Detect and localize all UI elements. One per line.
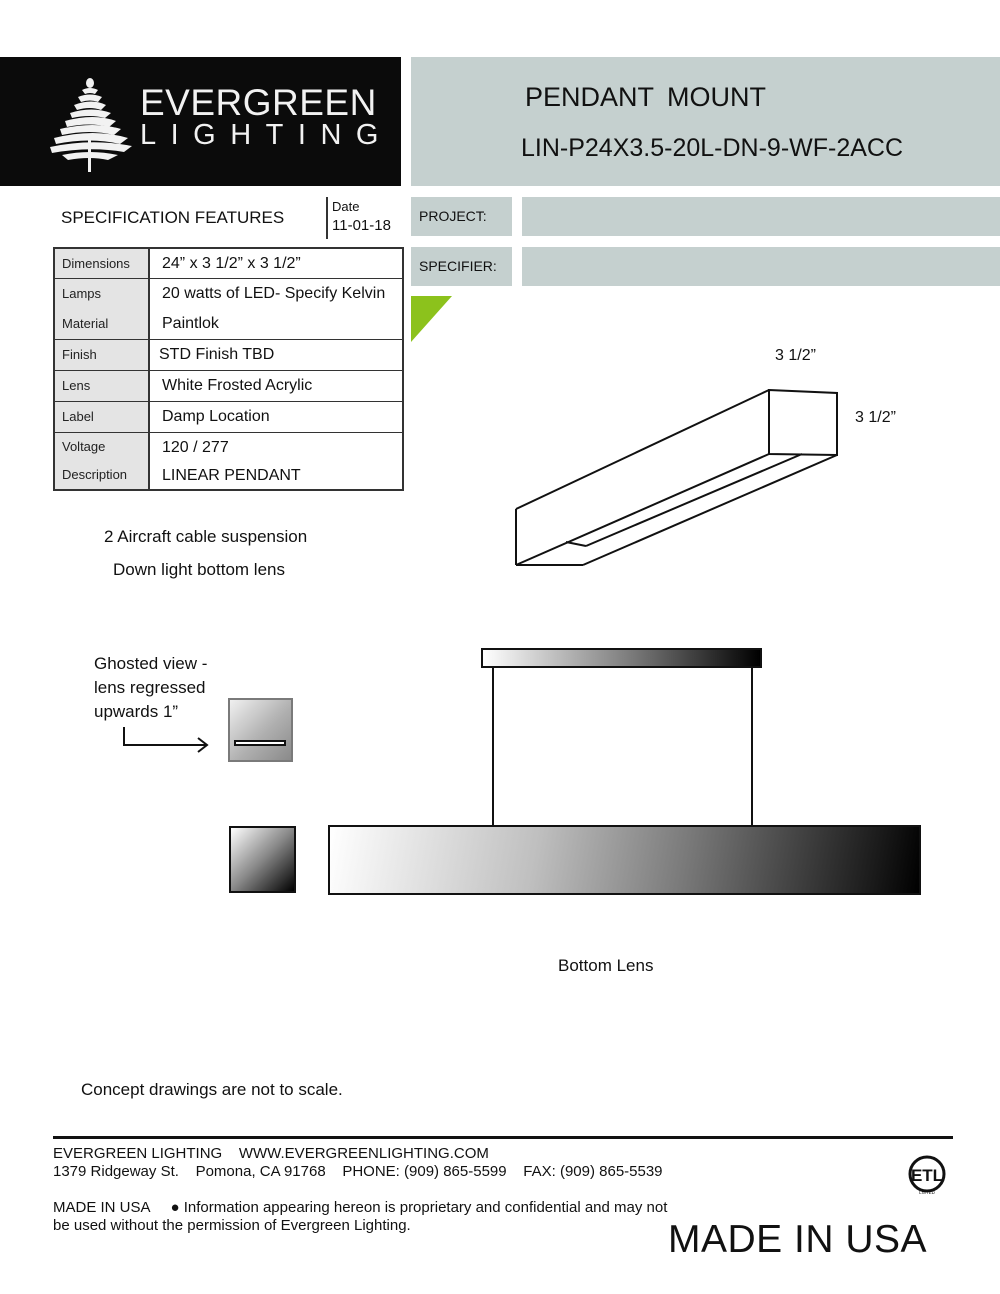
spec-value: 20 watts of LED- Specify Kelvin: [162, 285, 386, 302]
regressed-lens: [234, 740, 286, 746]
spec-group-finish: [55, 340, 402, 371]
note-bottom-lens: Down light bottom lens: [113, 560, 285, 579]
spec-heading: SPECIFICATION FEATURES: [61, 208, 285, 227]
bottom-lens-label: Bottom Lens: [558, 956, 654, 975]
spec-value: Paintlok: [162, 315, 219, 332]
spec-table: [53, 247, 404, 491]
spec-value: 120 / 277: [162, 439, 229, 456]
specifier-field[interactable]: [522, 247, 1000, 286]
svg-text:ETL: ETL: [910, 1166, 944, 1185]
date-label: Date: [332, 199, 360, 214]
spec-group-dimensions: [55, 249, 402, 279]
isometric-fixture-drawing: [500, 380, 850, 580]
evergreen-tree-icon: [48, 76, 132, 172]
footer-disclaimer-line2: be used without the permission of Evergreen Lighting.: [53, 1217, 411, 1234]
page-title: PENDANT MOUNT: [525, 82, 767, 112]
spec-label: Finish: [62, 347, 97, 362]
spec-value: White Frosted Acrylic: [162, 377, 313, 394]
spec-label: Lamps: [62, 286, 102, 301]
spec-group-voltage-description: [55, 433, 402, 489]
spec-group-lens: [55, 371, 402, 402]
svg-text:LISTED: LISTED: [919, 1190, 935, 1195]
date-value: 11-01-18: [332, 217, 391, 234]
etl-listed-icon: [905, 1155, 949, 1195]
title-panel: [411, 57, 1000, 186]
linear-fixture-body: [328, 825, 921, 895]
accent-triangle: [411, 296, 452, 342]
brand-subname: LIGHTING: [140, 119, 393, 151]
ghost-note-line: Ghosted view -: [94, 654, 208, 673]
spec-value: LINEAR PENDANT: [162, 467, 301, 484]
ghosted-end-view: [228, 698, 293, 762]
spec-label: Voltage: [62, 439, 106, 454]
spec-label: Label: [62, 409, 94, 424]
specifier-label: SPECIFIER:: [411, 247, 512, 286]
ghost-note-line: upwards 1”: [94, 702, 179, 721]
spec-group-lamps-material: [55, 279, 402, 340]
ceiling-canopy: [481, 648, 762, 668]
spec-value: STD Finish TBD: [159, 346, 275, 363]
width-dimension: 3 1/2”: [775, 347, 816, 364]
footer-company-line: EVERGREEN LIGHTING WWW.EVERGREENLIGHTING.COM: [53, 1145, 489, 1162]
project-label: PROJECT:: [411, 197, 512, 236]
footer-disclaimer-line1: MADE IN USA ● Information appearing hereon is proprietary and confidential and may not: [53, 1199, 668, 1216]
date-divider: [326, 197, 328, 239]
spec-label: Material: [62, 316, 109, 331]
made-in-usa-badge: MADE IN USA: [668, 1218, 928, 1261]
footer-address-line: 1379 Ridgeway St. Pomona, CA 91768 PHONE: (909) 865-5599 FAX: (909) 865-5539: [53, 1163, 663, 1180]
concept-note: Concept drawings are not to scale.: [81, 1080, 343, 1099]
note-cable-suspension: 2 Aircraft cable suspension: [104, 527, 308, 546]
spec-value: 24” x 3 1/2” x 3 1/2”: [162, 255, 301, 272]
spec-value: Damp Location: [162, 408, 270, 425]
spec-group-label: [55, 402, 402, 433]
brand-name: EVERGREEN: [140, 82, 377, 123]
model-number: LIN-P24X3.5-20L-DN-9-WF-2ACC: [521, 134, 904, 162]
footer-divider: [53, 1136, 953, 1139]
aircraft-cable-right: [751, 668, 753, 826]
ghosted-view-note: [94, 652, 207, 724]
arrow-right-icon: [118, 725, 213, 755]
solid-end-view: [229, 826, 296, 893]
ghost-note-line: lens regressed: [94, 678, 206, 697]
height-dimension: 3 1/2”: [855, 409, 896, 426]
aircraft-cable-left: [492, 668, 494, 826]
spec-label: Dimensions: [62, 256, 130, 271]
spec-label: Lens: [62, 378, 91, 393]
project-field[interactable]: [522, 197, 1000, 236]
spec-label: Description: [62, 467, 128, 482]
